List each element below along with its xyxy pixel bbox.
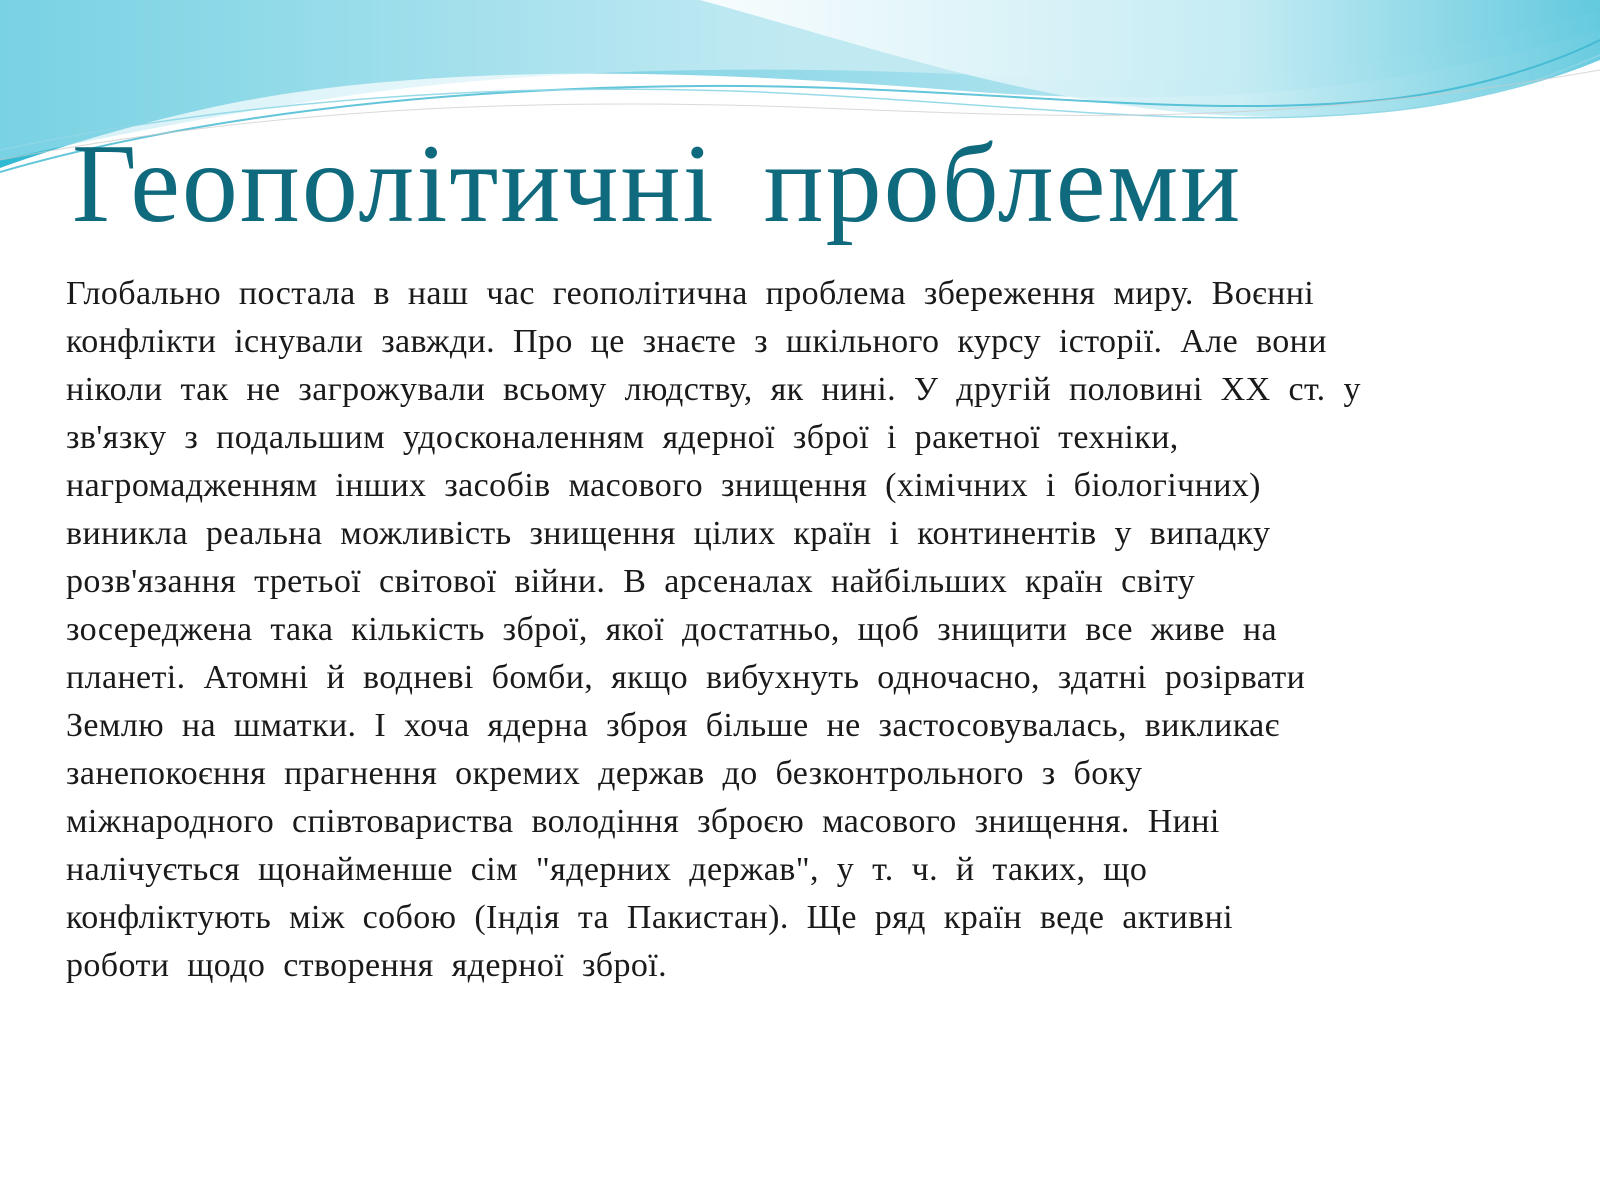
slide-body (66, 270, 1506, 990)
slide-title: Геополітичні проблеми (72, 122, 1243, 246)
body-line: зосереджена така кількість зброї, якої достатньо, щоб знищити все живе на (66, 611, 1277, 648)
body-line: занепокоєння прагнення окремих держав до безконтрольного з боку (66, 755, 1143, 792)
body-line: зв'язку з подальшим удосконаленням ядерної зброї і ракетної техніки, (66, 419, 1179, 456)
body-line: конфліктують між собою (Індія та Пакистан). Ще ряд країн веде активні (66, 899, 1234, 936)
body-line: виникла реальна можливість знищення цілих країн і континентів у випадку (66, 515, 1271, 552)
body-line: роботи щодо створення ядерної зброї. (66, 947, 668, 984)
body-line: конфлікти існували завжди. Про це знаєте з шкільного курсу історії. Але вони (66, 323, 1327, 360)
body-line: Глобально постала в наш час геополітична проблема збереження миру. Воєнні (66, 275, 1315, 312)
body-line: ніколи так не загрожували всьому людству, як нині. У другій половині XX ст. у (66, 371, 1361, 408)
body-line: міжнародного співтовариства володіння зброєю масового знищення. Нині (66, 803, 1220, 840)
body-line: розв'язання третьої світової війни. В арсеналах найбільших країн світу (66, 563, 1196, 600)
body-line: нагромадженням інших засобів масового знищення (хімічних і біологічних) (66, 467, 1261, 504)
body-line: Землю на шматки. І хоча ядерна зброя більше не застосовувалась, викликає (66, 707, 1280, 744)
body-line: налічується щонайменше сім "ядерних держав", у т. ч. й таких, що (66, 851, 1148, 888)
body-line: планеті. Атомні й водневі бомби, якщо вибухнуть одночасно, здатні розірвати (66, 659, 1306, 696)
